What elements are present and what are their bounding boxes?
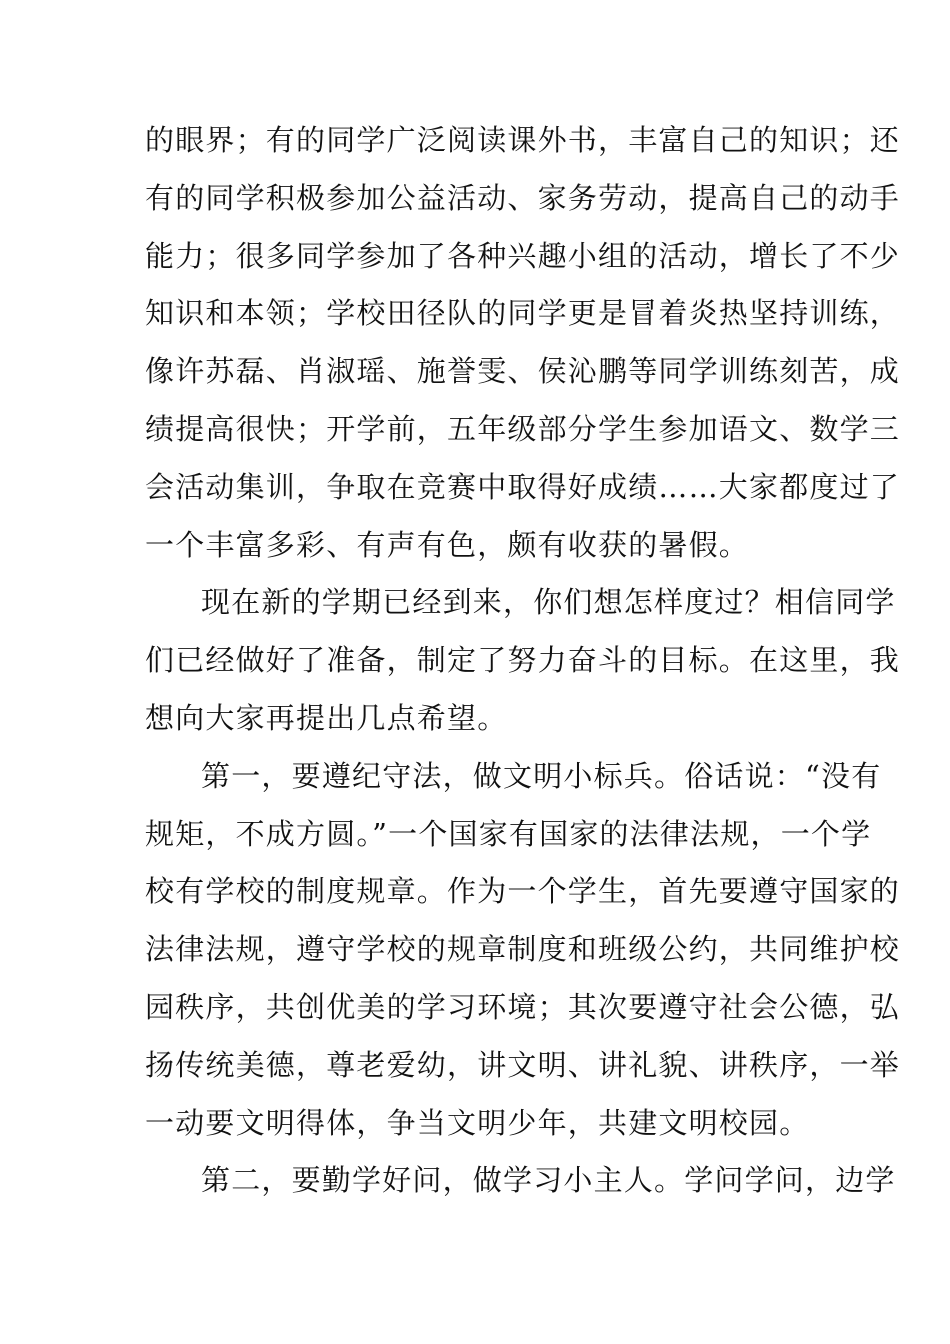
body-text — [145, 112, 901, 1210]
text-line: 的眼界；有的同学广泛阅读课外书，丰富自己的知识；还 — [145, 123, 901, 157]
text-line: 能力；很多同学参加了各种兴趣小组的活动，增长了不少 — [145, 238, 901, 273]
text-line: 校有学校的制度规章。作为一个学生，首先要遵守国家的 — [145, 874, 901, 909]
paragraph-start-line: 现在新的学期已经到来，你们想怎样度过？相信同学 — [201, 585, 896, 620]
text-line: 像许苏磊、肖淑瑶、施誉雯、侯沁鹏等同学训练刻苦，成 — [145, 354, 901, 389]
text-line: 一动要文明得体，争当文明少年，共建文明校园。 — [145, 1105, 810, 1140]
text-line: 想向大家再提出几点希望。 — [145, 700, 508, 735]
text-line: 园秩序，共创优美的学习环境；其次要遵守社会公德，弘 — [145, 989, 901, 1024]
paragraph-start-line: 第一，要遵纪守法，做文明小标兵。俗话说：“没有 — [201, 758, 882, 793]
text-line: 规矩，不成方圆。”一个国家有国家的法律法规，一个学 — [145, 816, 872, 851]
text-line: 知识和本领；学校田径队的同学更是冒着炎热坚持训练， — [145, 296, 901, 331]
text-line: 扬传统美德，尊老爱幼，讲文明、讲礼貌、讲秩序，一举 — [145, 1047, 901, 1082]
text-line: 们已经做好了准备，制定了努力奋斗的目标。在这里，我 — [145, 643, 901, 678]
text-line: 一个丰富多彩、有声有色，颇有收获的暑假。 — [145, 527, 750, 562]
text-line: 绩提高很快；开学前，五年级部分学生参加语文、数学三 — [145, 411, 901, 446]
paragraph-start-line: 第二，要勤学好问，做学习小主人。学问学问，边学 — [201, 1163, 896, 1198]
text-line: 会活动集训，争取在竞赛中取得好成绩……大家都度过了 — [145, 469, 901, 504]
text-line: 有的同学积极参加公益活动、家务劳动，提高自己的动手 — [145, 180, 901, 215]
text-line: 法律法规，遵守学校的规章制度和班级公约，共同维护校 — [145, 932, 901, 967]
